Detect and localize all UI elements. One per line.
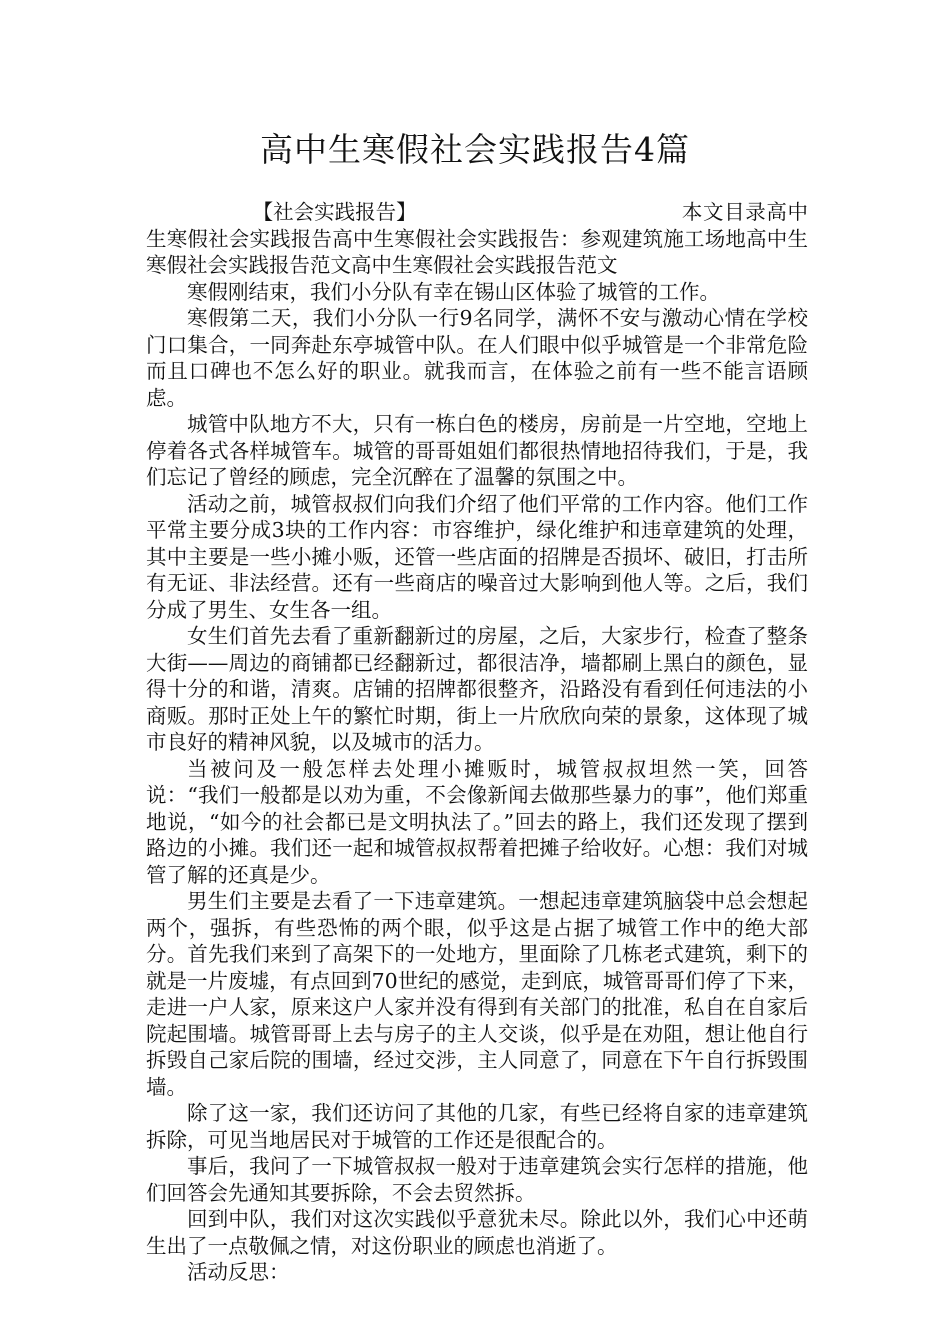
paragraph: 回到中队，我们对这次实践似乎意犹未尽。除此以外，我们心中还萌生出了一点敬佩之情，对这份职业的顾虑也消逝了。 bbox=[146, 1207, 808, 1258]
category-label: 【社会实践报告】 bbox=[252, 200, 417, 224]
document-title: 高中生寒假社会实践报告4篇 bbox=[260, 130, 690, 169]
paragraph: 活动之前，城管叔叔们向我们介绍了他们平常的工作内容。他们工作平常主要分成3块的工作内容：市容维护，绿化维护和违章建筑的处理，其中主要是一些小摊小贩，还管一些店面的招牌是否损坏、破旧，打击所有无证、非法经营。还有一些商店的噪音过大影响到他人等。之后，我们分成了男生、女生各一组。 bbox=[146, 491, 808, 622]
table-of-contents-text: 本文目录高中生寒假社会实践报告高中生寒假社会实践报告：参观建筑施工场地高中生寒假社会实践报告范文高中生寒假社会实践报告范文 bbox=[146, 200, 808, 277]
section-heading: 活动反思： bbox=[187, 1260, 290, 1284]
paragraph: 寒假第二天，我们小分队一行9名同学，满怀不安与激动心情在学校门口集合，一同奔赴东亭城管中队。在人们眼中似乎城管是一个非常危险而且口碑也不怎么好的职业。就我而言，在体验之前有一些不能言语顾虑。 bbox=[146, 306, 808, 410]
paragraph: 事后，我问了一下城管叔叔一般对于违章建筑会实行怎样的措施，他们回答会先通知其要拆除，不会去贸然拆。 bbox=[146, 1154, 808, 1205]
paragraph: 寒假刚结束，我们小分队有幸在锡山区体验了城管的工作。 bbox=[187, 279, 720, 304]
paragraph: 当被问及一般怎样去处理小摊贩时，城管叔叔坦然一笑，回答说：“我们一般都是以劝为重，不会像新闻去做那些暴力的事”，他们郑重地说，“如今的社会都已是文明执法了。”回去的路上，我们还发现了摆到路边的小摊。我们还一起和城管叔叔帮着把摊子给收好。心想：我们对城管了解的还真是少。 bbox=[146, 756, 808, 887]
paragraph: 除了这一家，我们还访问了其他的几家，有些已经将自家的违章建筑拆除，可见当地居民对于城管的工作还是很配合的。 bbox=[146, 1101, 808, 1152]
paragraph: 女生们首先去看了重新翻新过的房屋，之后，大家步行，检查了整条大街——周边的商铺都已经翻新过，都很洁净，墙都刷上黑白的颜色，显得十分的和谐，清爽。店铺的招牌都很整齐，沿路没有看到任何违法的小商贩。那时正处上午的繁忙时期，街上一片欣欣向荣的景象，这体现了城市良好的精神风貌，以及城市的活力。 bbox=[146, 624, 808, 754]
paragraph: 男生们主要是去看了一下违章建筑。一想起违章建筑脑袋中总会想起两个，强拆，有些恐怖的两个眼，似乎这是占据了城管工作中的绝大部分。首先我们来到了高架下的一处地方，里面除了几栋老式建筑，剩下的就是一片废墟，有点回到70世纪的感觉，走到底，城管哥哥们停了下来，走进一户人家，原来这户人家并没有得到有关部门的批准，私自在自家后院起围墙。城管哥哥上去与房子的主人交谈，似乎是在劝阻，想让他自行拆毁自己家后院的围墙，经过交涉，主人同意了，同意在下午自行拆毁围墙。 bbox=[146, 889, 808, 1099]
paragraph: 城管中队地方不大，只有一栋白色的楼房，房前是一片空地，空地上停着各式各样城管车。城管的哥哥姐姐们都很热情地招待我们，于是，我们忘记了曾经的顾虑，完全沉醉在了温馨的氛围之中。 bbox=[146, 412, 808, 489]
intro-block bbox=[146, 199, 808, 279]
document-body bbox=[146, 199, 808, 1286]
